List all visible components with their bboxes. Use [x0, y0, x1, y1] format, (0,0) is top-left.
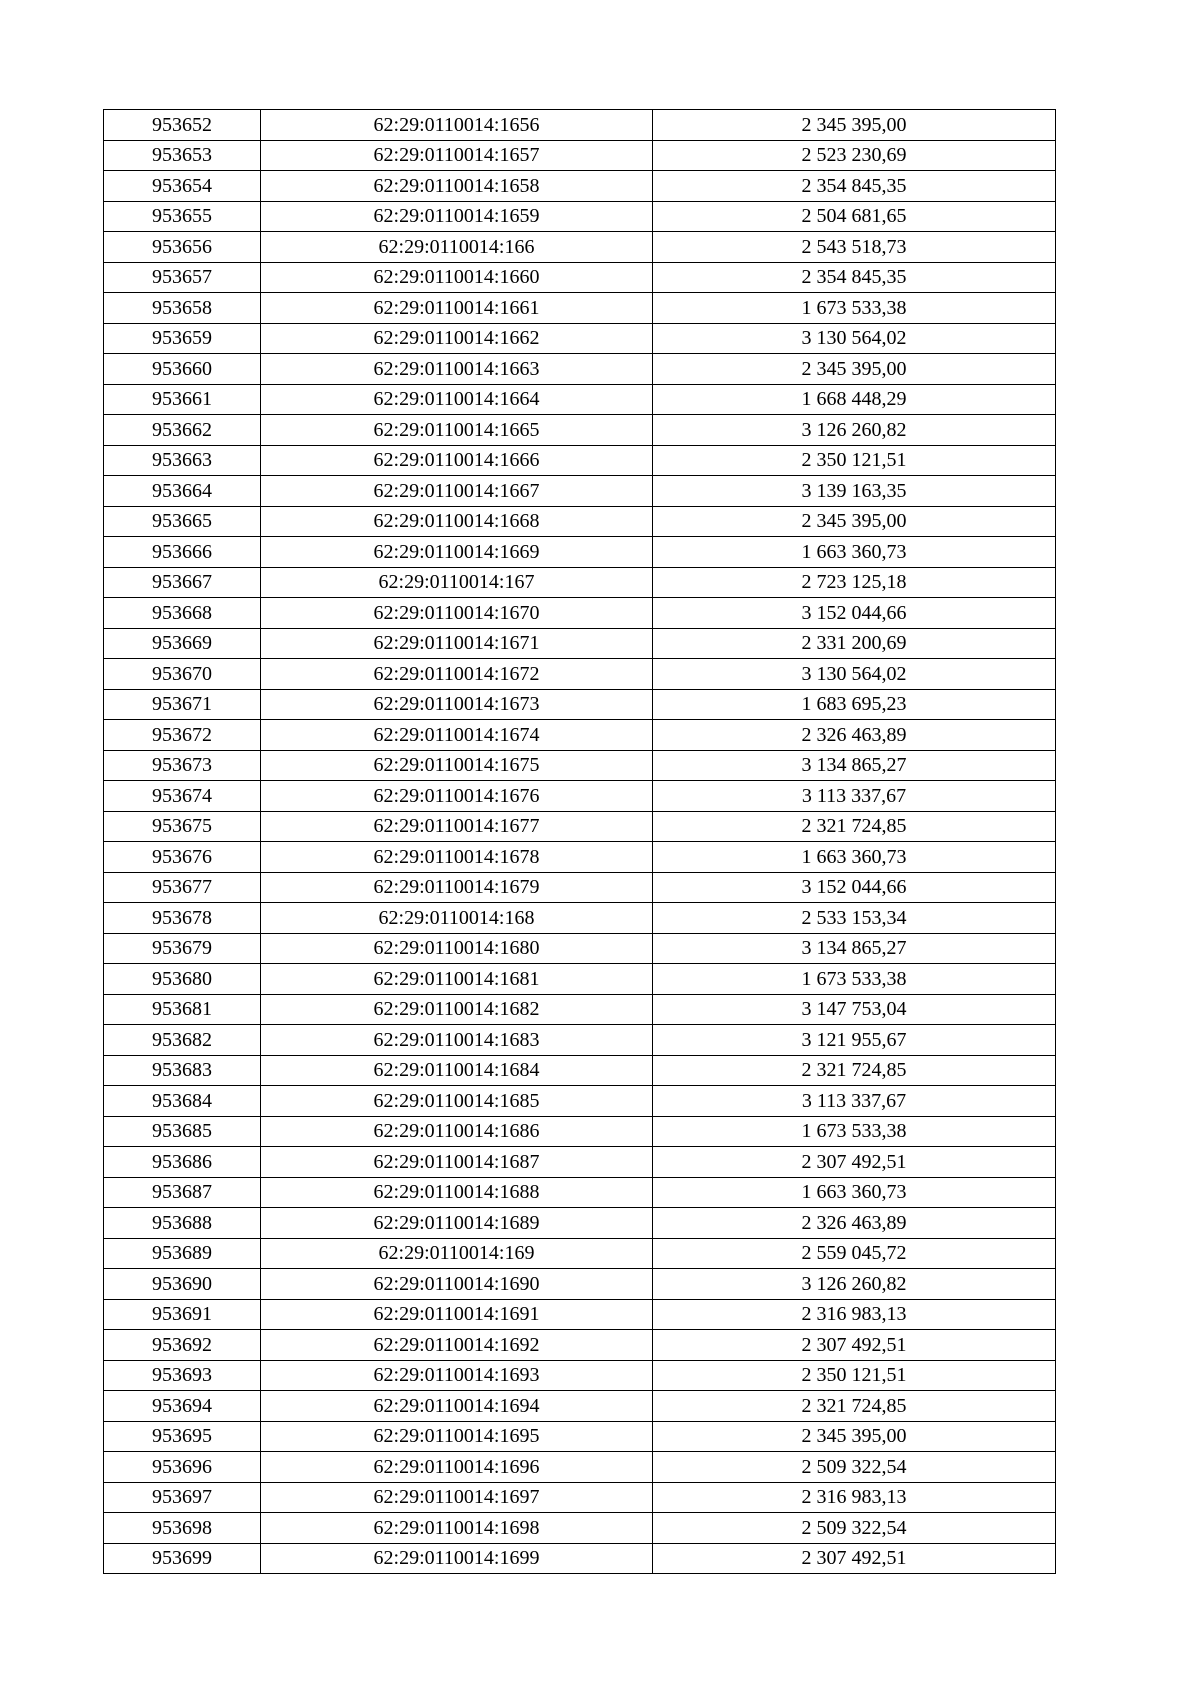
cadastral-value-cell: 3 126 260,82 — [653, 415, 1056, 446]
table-row — [104, 140, 1056, 171]
row-number-cell: 953669 — [104, 628, 261, 659]
row-number-cell: 953652 — [104, 110, 261, 141]
cadastral-number-cell: 62:29:0110014:1691 — [261, 1299, 653, 1330]
cadastral-value-cell: 2 723 125,18 — [653, 567, 1056, 598]
cadastral-value-cell: 1 663 360,73 — [653, 1177, 1056, 1208]
cadastral-value-cell: 1 673 533,38 — [653, 964, 1056, 995]
cadastral-value-cell: 2 345 395,00 — [653, 506, 1056, 537]
cadastral-number-cell: 62:29:0110014:1687 — [261, 1147, 653, 1178]
cadastral-value-cell: 3 130 564,02 — [653, 323, 1056, 354]
cadastral-value-cell: 1 673 533,38 — [653, 293, 1056, 324]
cadastral-number-cell: 62:29:0110014:167 — [261, 567, 653, 598]
cadastral-value-cell: 3 113 337,67 — [653, 781, 1056, 812]
row-number-cell: 953654 — [104, 171, 261, 202]
cadastral-value-cell: 1 673 533,38 — [653, 1116, 1056, 1147]
table-row — [104, 232, 1056, 263]
table-row — [104, 903, 1056, 934]
cadastral-number-cell: 62:29:0110014:1657 — [261, 140, 653, 171]
table-row — [104, 1543, 1056, 1574]
table-row — [104, 445, 1056, 476]
cadastral-number-cell: 62:29:0110014:169 — [261, 1238, 653, 1269]
table-row — [104, 1269, 1056, 1300]
table-row — [104, 964, 1056, 995]
cadastral-value-cell: 2 345 395,00 — [653, 110, 1056, 141]
cadastral-value-table — [103, 109, 1056, 1574]
cadastral-number-cell: 62:29:0110014:1656 — [261, 110, 653, 141]
cadastral-value-cell: 2 331 200,69 — [653, 628, 1056, 659]
row-number-cell: 953696 — [104, 1452, 261, 1483]
cadastral-value-cell: 3 113 337,67 — [653, 1086, 1056, 1117]
row-number-cell: 953686 — [104, 1147, 261, 1178]
row-number-cell: 953685 — [104, 1116, 261, 1147]
table-row — [104, 537, 1056, 568]
table-row — [104, 628, 1056, 659]
row-number-cell: 953656 — [104, 232, 261, 263]
table-row — [104, 933, 1056, 964]
cadastral-value-cell: 2 509 322,54 — [653, 1513, 1056, 1544]
cadastral-value-cell: 2 509 322,54 — [653, 1452, 1056, 1483]
row-number-cell: 953699 — [104, 1543, 261, 1574]
cadastral-number-cell: 62:29:0110014:1670 — [261, 598, 653, 629]
cadastral-number-cell: 62:29:0110014:1665 — [261, 415, 653, 446]
cadastral-value-cell: 2 350 121,51 — [653, 1360, 1056, 1391]
cadastral-number-cell: 62:29:0110014:1667 — [261, 476, 653, 507]
cadastral-number-cell: 62:29:0110014:1685 — [261, 1086, 653, 1117]
cadastral-value-cell: 2 326 463,89 — [653, 720, 1056, 751]
row-number-cell: 953674 — [104, 781, 261, 812]
table-row — [104, 811, 1056, 842]
table-row — [104, 1055, 1056, 1086]
table-row — [104, 293, 1056, 324]
table-body — [104, 110, 1056, 1574]
cadastral-number-cell: 62:29:0110014:1698 — [261, 1513, 653, 1544]
cadastral-number-cell: 62:29:0110014:1668 — [261, 506, 653, 537]
row-number-cell: 953697 — [104, 1482, 261, 1513]
cadastral-value-cell: 2 504 681,65 — [653, 201, 1056, 232]
cadastral-number-cell: 62:29:0110014:1676 — [261, 781, 653, 812]
row-number-cell: 953657 — [104, 262, 261, 293]
row-number-cell: 953672 — [104, 720, 261, 751]
row-number-cell: 953688 — [104, 1208, 261, 1239]
row-number-cell: 953695 — [104, 1421, 261, 1452]
row-number-cell: 953690 — [104, 1269, 261, 1300]
cadastral-number-cell: 62:29:0110014:1658 — [261, 171, 653, 202]
row-number-cell: 953673 — [104, 750, 261, 781]
row-number-cell: 953665 — [104, 506, 261, 537]
table-row — [104, 1147, 1056, 1178]
table-row — [104, 1086, 1056, 1117]
row-number-cell: 953659 — [104, 323, 261, 354]
cadastral-value-cell: 2 559 045,72 — [653, 1238, 1056, 1269]
cadastral-number-cell: 62:29:0110014:166 — [261, 232, 653, 263]
table-row — [104, 1177, 1056, 1208]
table-row — [104, 1330, 1056, 1361]
cadastral-number-cell: 62:29:0110014:1661 — [261, 293, 653, 324]
row-number-cell: 953670 — [104, 659, 261, 690]
row-number-cell: 953694 — [104, 1391, 261, 1422]
row-number-cell: 953661 — [104, 384, 261, 415]
row-number-cell: 953664 — [104, 476, 261, 507]
row-number-cell: 953676 — [104, 842, 261, 873]
row-number-cell: 953684 — [104, 1086, 261, 1117]
cadastral-value-cell: 2 316 983,13 — [653, 1299, 1056, 1330]
cadastral-number-cell: 62:29:0110014:1675 — [261, 750, 653, 781]
table-row — [104, 1452, 1056, 1483]
table-row — [104, 201, 1056, 232]
cadastral-number-cell: 62:29:0110014:1696 — [261, 1452, 653, 1483]
cadastral-number-cell: 62:29:0110014:1672 — [261, 659, 653, 690]
cadastral-number-cell: 62:29:0110014:1677 — [261, 811, 653, 842]
cadastral-number-cell: 62:29:0110014:1689 — [261, 1208, 653, 1239]
table-row — [104, 262, 1056, 293]
cadastral-number-cell: 62:29:0110014:1678 — [261, 842, 653, 873]
cadastral-value-cell: 3 147 753,04 — [653, 994, 1056, 1025]
cadastral-value-cell: 2 354 845,35 — [653, 171, 1056, 202]
row-number-cell: 953663 — [104, 445, 261, 476]
cadastral-value-cell: 1 663 360,73 — [653, 842, 1056, 873]
cadastral-number-cell: 62:29:0110014:1664 — [261, 384, 653, 415]
table-row — [104, 354, 1056, 385]
cadastral-value-cell: 2 326 463,89 — [653, 1208, 1056, 1239]
cadastral-value-cell: 2 321 724,85 — [653, 811, 1056, 842]
cadastral-value-cell: 1 683 695,23 — [653, 689, 1056, 720]
row-number-cell: 953666 — [104, 537, 261, 568]
table-row — [104, 171, 1056, 202]
cadastral-number-cell: 62:29:0110014:1693 — [261, 1360, 653, 1391]
row-number-cell: 953693 — [104, 1360, 261, 1391]
row-number-cell: 953689 — [104, 1238, 261, 1269]
row-number-cell: 953687 — [104, 1177, 261, 1208]
cadastral-value-cell: 3 152 044,66 — [653, 872, 1056, 903]
row-number-cell: 953692 — [104, 1330, 261, 1361]
cadastral-value-cell: 3 130 564,02 — [653, 659, 1056, 690]
table-row — [104, 110, 1056, 141]
cadastral-number-cell: 62:29:0110014:1682 — [261, 994, 653, 1025]
cadastral-value-cell: 2 307 492,51 — [653, 1147, 1056, 1178]
table-row — [104, 1025, 1056, 1056]
row-number-cell: 953653 — [104, 140, 261, 171]
table-row — [104, 689, 1056, 720]
cadastral-value-cell: 3 121 955,67 — [653, 1025, 1056, 1056]
row-number-cell: 953681 — [104, 994, 261, 1025]
row-number-cell: 953662 — [104, 415, 261, 446]
cadastral-value-cell: 1 668 448,29 — [653, 384, 1056, 415]
table-row — [104, 1116, 1056, 1147]
cadastral-number-cell: 62:29:0110014:1662 — [261, 323, 653, 354]
cadastral-number-cell: 62:29:0110014:1674 — [261, 720, 653, 751]
table-row — [104, 384, 1056, 415]
cadastral-value-cell: 1 663 360,73 — [653, 537, 1056, 568]
table-row — [104, 842, 1056, 873]
cadastral-value-cell: 2 307 492,51 — [653, 1330, 1056, 1361]
cadastral-value-cell: 2 307 492,51 — [653, 1543, 1056, 1574]
cadastral-value-cell: 3 134 865,27 — [653, 750, 1056, 781]
cadastral-number-cell: 62:29:0110014:1684 — [261, 1055, 653, 1086]
row-number-cell: 953678 — [104, 903, 261, 934]
cadastral-number-cell: 62:29:0110014:168 — [261, 903, 653, 934]
cadastral-number-cell: 62:29:0110014:1659 — [261, 201, 653, 232]
table-row — [104, 567, 1056, 598]
cadastral-number-cell: 62:29:0110014:1666 — [261, 445, 653, 476]
table-row — [104, 659, 1056, 690]
table-row — [104, 1391, 1056, 1422]
cadastral-value-cell: 2 316 983,13 — [653, 1482, 1056, 1513]
cadastral-number-cell: 62:29:0110014:1692 — [261, 1330, 653, 1361]
table-row — [104, 781, 1056, 812]
cadastral-value-cell: 3 152 044,66 — [653, 598, 1056, 629]
cadastral-value-cell: 2 523 230,69 — [653, 140, 1056, 171]
cadastral-number-cell: 62:29:0110014:1673 — [261, 689, 653, 720]
table-row — [104, 720, 1056, 751]
row-number-cell: 953691 — [104, 1299, 261, 1330]
row-number-cell: 953683 — [104, 1055, 261, 1086]
row-number-cell: 953671 — [104, 689, 261, 720]
row-number-cell: 953677 — [104, 872, 261, 903]
row-number-cell: 953675 — [104, 811, 261, 842]
row-number-cell: 953658 — [104, 293, 261, 324]
row-number-cell: 953655 — [104, 201, 261, 232]
cadastral-value-cell: 2 543 518,73 — [653, 232, 1056, 263]
table-row — [104, 1513, 1056, 1544]
cadastral-number-cell: 62:29:0110014:1679 — [261, 872, 653, 903]
table-row — [104, 323, 1056, 354]
row-number-cell: 953682 — [104, 1025, 261, 1056]
table-row — [104, 994, 1056, 1025]
table-row — [104, 1238, 1056, 1269]
table-row — [104, 1421, 1056, 1452]
cadastral-number-cell: 62:29:0110014:1671 — [261, 628, 653, 659]
cadastral-number-cell: 62:29:0110014:1660 — [261, 262, 653, 293]
cadastral-number-cell: 62:29:0110014:1683 — [261, 1025, 653, 1056]
table-row — [104, 1482, 1056, 1513]
cadastral-number-cell: 62:29:0110014:1695 — [261, 1421, 653, 1452]
cadastral-number-cell: 62:29:0110014:1681 — [261, 964, 653, 995]
table-row — [104, 415, 1056, 446]
row-number-cell: 953698 — [104, 1513, 261, 1544]
cadastral-number-cell: 62:29:0110014:1697 — [261, 1482, 653, 1513]
cadastral-value-cell: 3 134 865,27 — [653, 933, 1056, 964]
cadastral-number-cell: 62:29:0110014:1690 — [261, 1269, 653, 1300]
cadastral-number-cell: 62:29:0110014:1669 — [261, 537, 653, 568]
table-row — [104, 872, 1056, 903]
row-number-cell: 953668 — [104, 598, 261, 629]
cadastral-value-cell: 2 354 845,35 — [653, 262, 1056, 293]
cadastral-value-cell: 2 533 153,34 — [653, 903, 1056, 934]
table-row — [104, 476, 1056, 507]
table-row — [104, 598, 1056, 629]
cadastral-number-cell: 62:29:0110014:1686 — [261, 1116, 653, 1147]
cadastral-number-cell: 62:29:0110014:1699 — [261, 1543, 653, 1574]
cadastral-value-cell: 2 350 121,51 — [653, 445, 1056, 476]
row-number-cell: 953679 — [104, 933, 261, 964]
table-row — [104, 1299, 1056, 1330]
cadastral-value-cell: 2 345 395,00 — [653, 1421, 1056, 1452]
table-row — [104, 750, 1056, 781]
cadastral-value-cell: 2 321 724,85 — [653, 1391, 1056, 1422]
cadastral-value-cell: 3 139 163,35 — [653, 476, 1056, 507]
cadastral-value-cell: 2 345 395,00 — [653, 354, 1056, 385]
table-row — [104, 1360, 1056, 1391]
table-row — [104, 506, 1056, 537]
row-number-cell: 953667 — [104, 567, 261, 598]
row-number-cell: 953660 — [104, 354, 261, 385]
cadastral-value-cell: 2 321 724,85 — [653, 1055, 1056, 1086]
row-number-cell: 953680 — [104, 964, 261, 995]
cadastral-number-cell: 62:29:0110014:1694 — [261, 1391, 653, 1422]
cadastral-number-cell: 62:29:0110014:1663 — [261, 354, 653, 385]
cadastral-number-cell: 62:29:0110014:1680 — [261, 933, 653, 964]
cadastral-value-cell: 3 126 260,82 — [653, 1269, 1056, 1300]
table-row — [104, 1208, 1056, 1239]
cadastral-number-cell: 62:29:0110014:1688 — [261, 1177, 653, 1208]
